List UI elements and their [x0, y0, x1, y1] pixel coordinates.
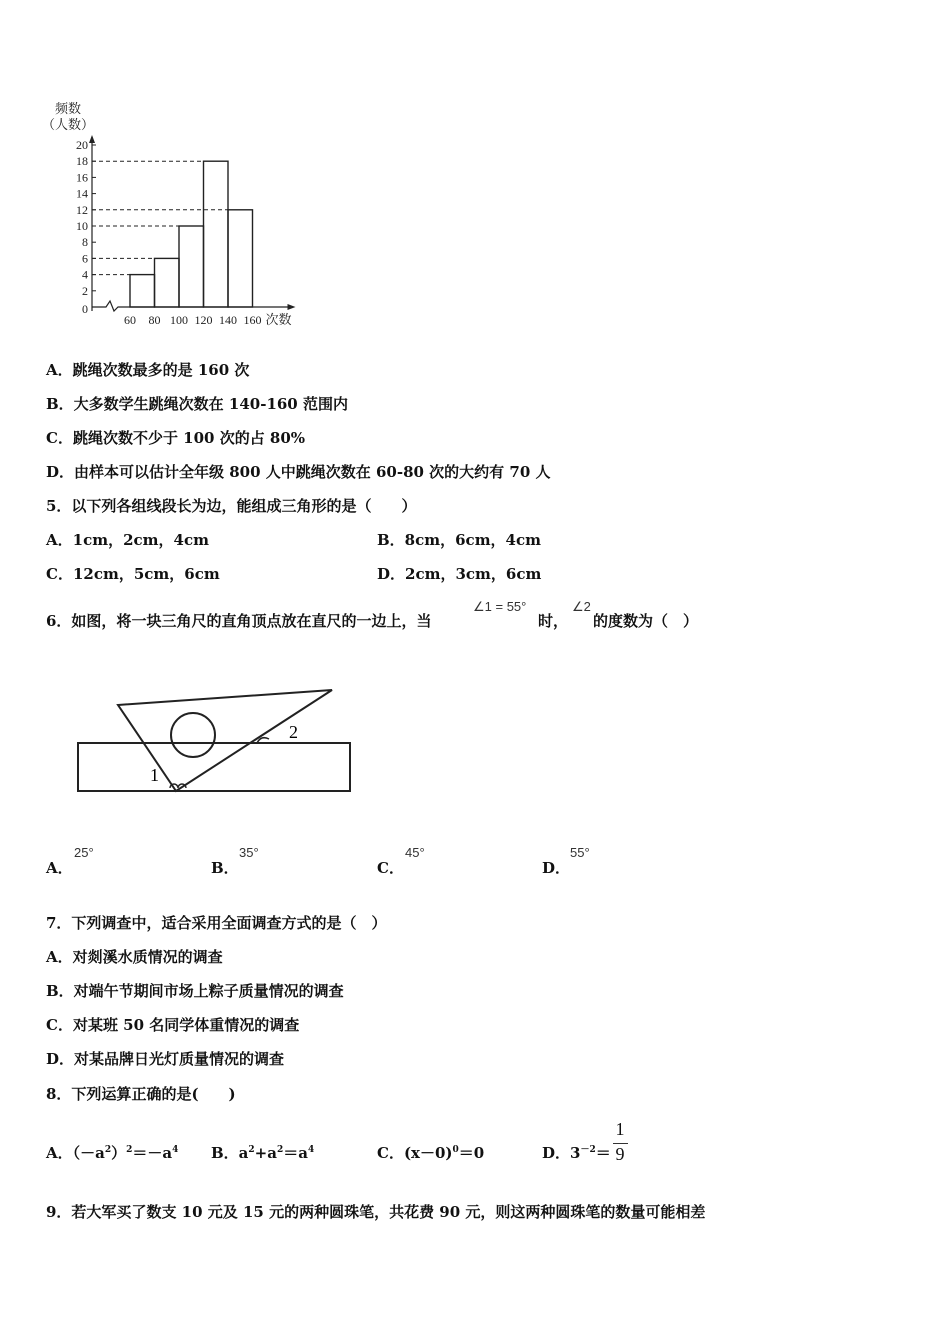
y-axis-label-unit: （人数）	[41, 117, 95, 132]
set-square-hole	[171, 713, 215, 757]
ruler-triangle-figure	[74, 685, 364, 805]
q4-option-d: D．由样本可以估计全年级 800 人中跳绳次数在 60-80 次的大约有 70 人	[46, 463, 551, 481]
q6-option-d-label: D．	[542, 859, 571, 877]
x-axis-arrow	[288, 304, 296, 310]
q6-stem-part2: 时，	[538, 612, 569, 630]
y-tick-label: 12	[76, 202, 88, 217]
q6-option-c-label: C．	[377, 859, 404, 877]
q6-stem-part3: 的度数为（ ）	[593, 612, 699, 630]
y-axis-label: 频数	[54, 101, 82, 116]
q8-option-a: A．$(-a^2)^2=-a^4$	[46, 1144, 179, 1162]
histogram-chart	[40, 95, 340, 335]
q4-option-b: B．大多数学生跳绳次数在 140-160 范围内	[46, 395, 348, 413]
q6-stem-part1: 6．如图，将一块三角尺的直角顶点放在直尺的一边上，当	[46, 612, 432, 630]
q4-option-c: C．跳绳次数不少于 100 次的占 80%	[46, 429, 306, 447]
figure-label-1: 1	[150, 765, 159, 785]
q5-option-d: D．2cm，3cm，6cm	[377, 565, 542, 583]
q7-stem: 7．下列调查中，适合采用全面调查方式的是（ ）	[46, 914, 387, 932]
x-tick-label: 140	[219, 313, 237, 327]
q7-option-a: A．对剡溪水质情况的调查	[46, 948, 223, 966]
q7-option-c: C．对某班 50 名同学体重情况的调查	[46, 1016, 300, 1034]
y-tick-label: 14	[76, 186, 88, 201]
y-tick-label: 16	[76, 170, 88, 185]
q5-stem: 5．以下列各组线段长为边，能组成三角形的是（ ）	[46, 497, 417, 515]
q7-option-d: D．对某品牌日光灯质量情况的调查	[46, 1050, 285, 1068]
histogram-bar	[228, 210, 253, 307]
q6-angle2: ∠2	[572, 599, 591, 614]
x-tick-label: 100	[170, 313, 188, 327]
x-tick-label: 80	[148, 313, 161, 327]
histogram-bar	[130, 275, 155, 307]
q5-option-b: B．8cm，6cm，4cm	[377, 531, 542, 549]
x-tick-label: 120	[194, 313, 213, 327]
q9-stem: 9．若大军买了数支 10 元及 15 元的两种圆珠笔，共花费 90 元，则这两种圆珠笔的数量可能相差	[46, 1203, 706, 1221]
q4-option-a: A．跳绳次数最多的是 160 次	[46, 361, 250, 379]
q6-option-b-value: 35°	[239, 845, 259, 860]
histogram-bar	[179, 226, 204, 307]
q6-option-c-value: 45°	[405, 845, 425, 860]
y-tick-label: 18	[76, 154, 88, 169]
q8-option-c: C．$(x-0)^0=0$	[377, 1144, 485, 1162]
histogram-bar	[204, 161, 229, 307]
q5-option-a: A．1cm，2cm，4cm	[46, 531, 209, 549]
q8-stem: 8．下列运算正确的是( )	[46, 1085, 236, 1103]
q7-option-b: B．对端午节期间市场上粽子质量情况的调查	[46, 982, 344, 1000]
y-tick-label: 0	[82, 302, 88, 316]
q8-option-d: D．$3^{-2}=$	[542, 1144, 611, 1162]
figure-label-2: 2	[289, 722, 298, 742]
q8-d-fraction-denominator: 9	[615, 1144, 625, 1164]
y-tick-label: 2	[82, 283, 88, 298]
q6-option-a-value: 25°	[74, 845, 94, 860]
q6-option-d-value: 55°	[570, 845, 590, 860]
q6-angle-expr: ∠1 = 55°	[473, 599, 527, 614]
y-tick-label: 6	[82, 251, 88, 266]
q6-option-b-label: B．	[211, 859, 239, 877]
histogram-bar	[155, 258, 180, 307]
y-axis-arrow	[89, 135, 95, 143]
y-tick-label: 8	[82, 235, 88, 250]
q6-option-a-label: A．	[46, 859, 73, 877]
q8-option-b: B．$a^2+a^2=a^4$	[211, 1144, 315, 1162]
x-tick-label: 160	[243, 313, 262, 327]
x-tick-label: 60	[124, 313, 136, 327]
y-tick-label: 10	[76, 219, 88, 233]
x-axis-label: 次数	[265, 312, 292, 327]
y-tick-label: 20	[76, 138, 88, 152]
q5-option-c: C．12cm，5cm，6cm	[46, 565, 220, 583]
q8-d-fraction-numerator: 1	[615, 1119, 625, 1139]
y-tick-label: 4	[82, 267, 88, 282]
x-axis	[92, 301, 289, 311]
